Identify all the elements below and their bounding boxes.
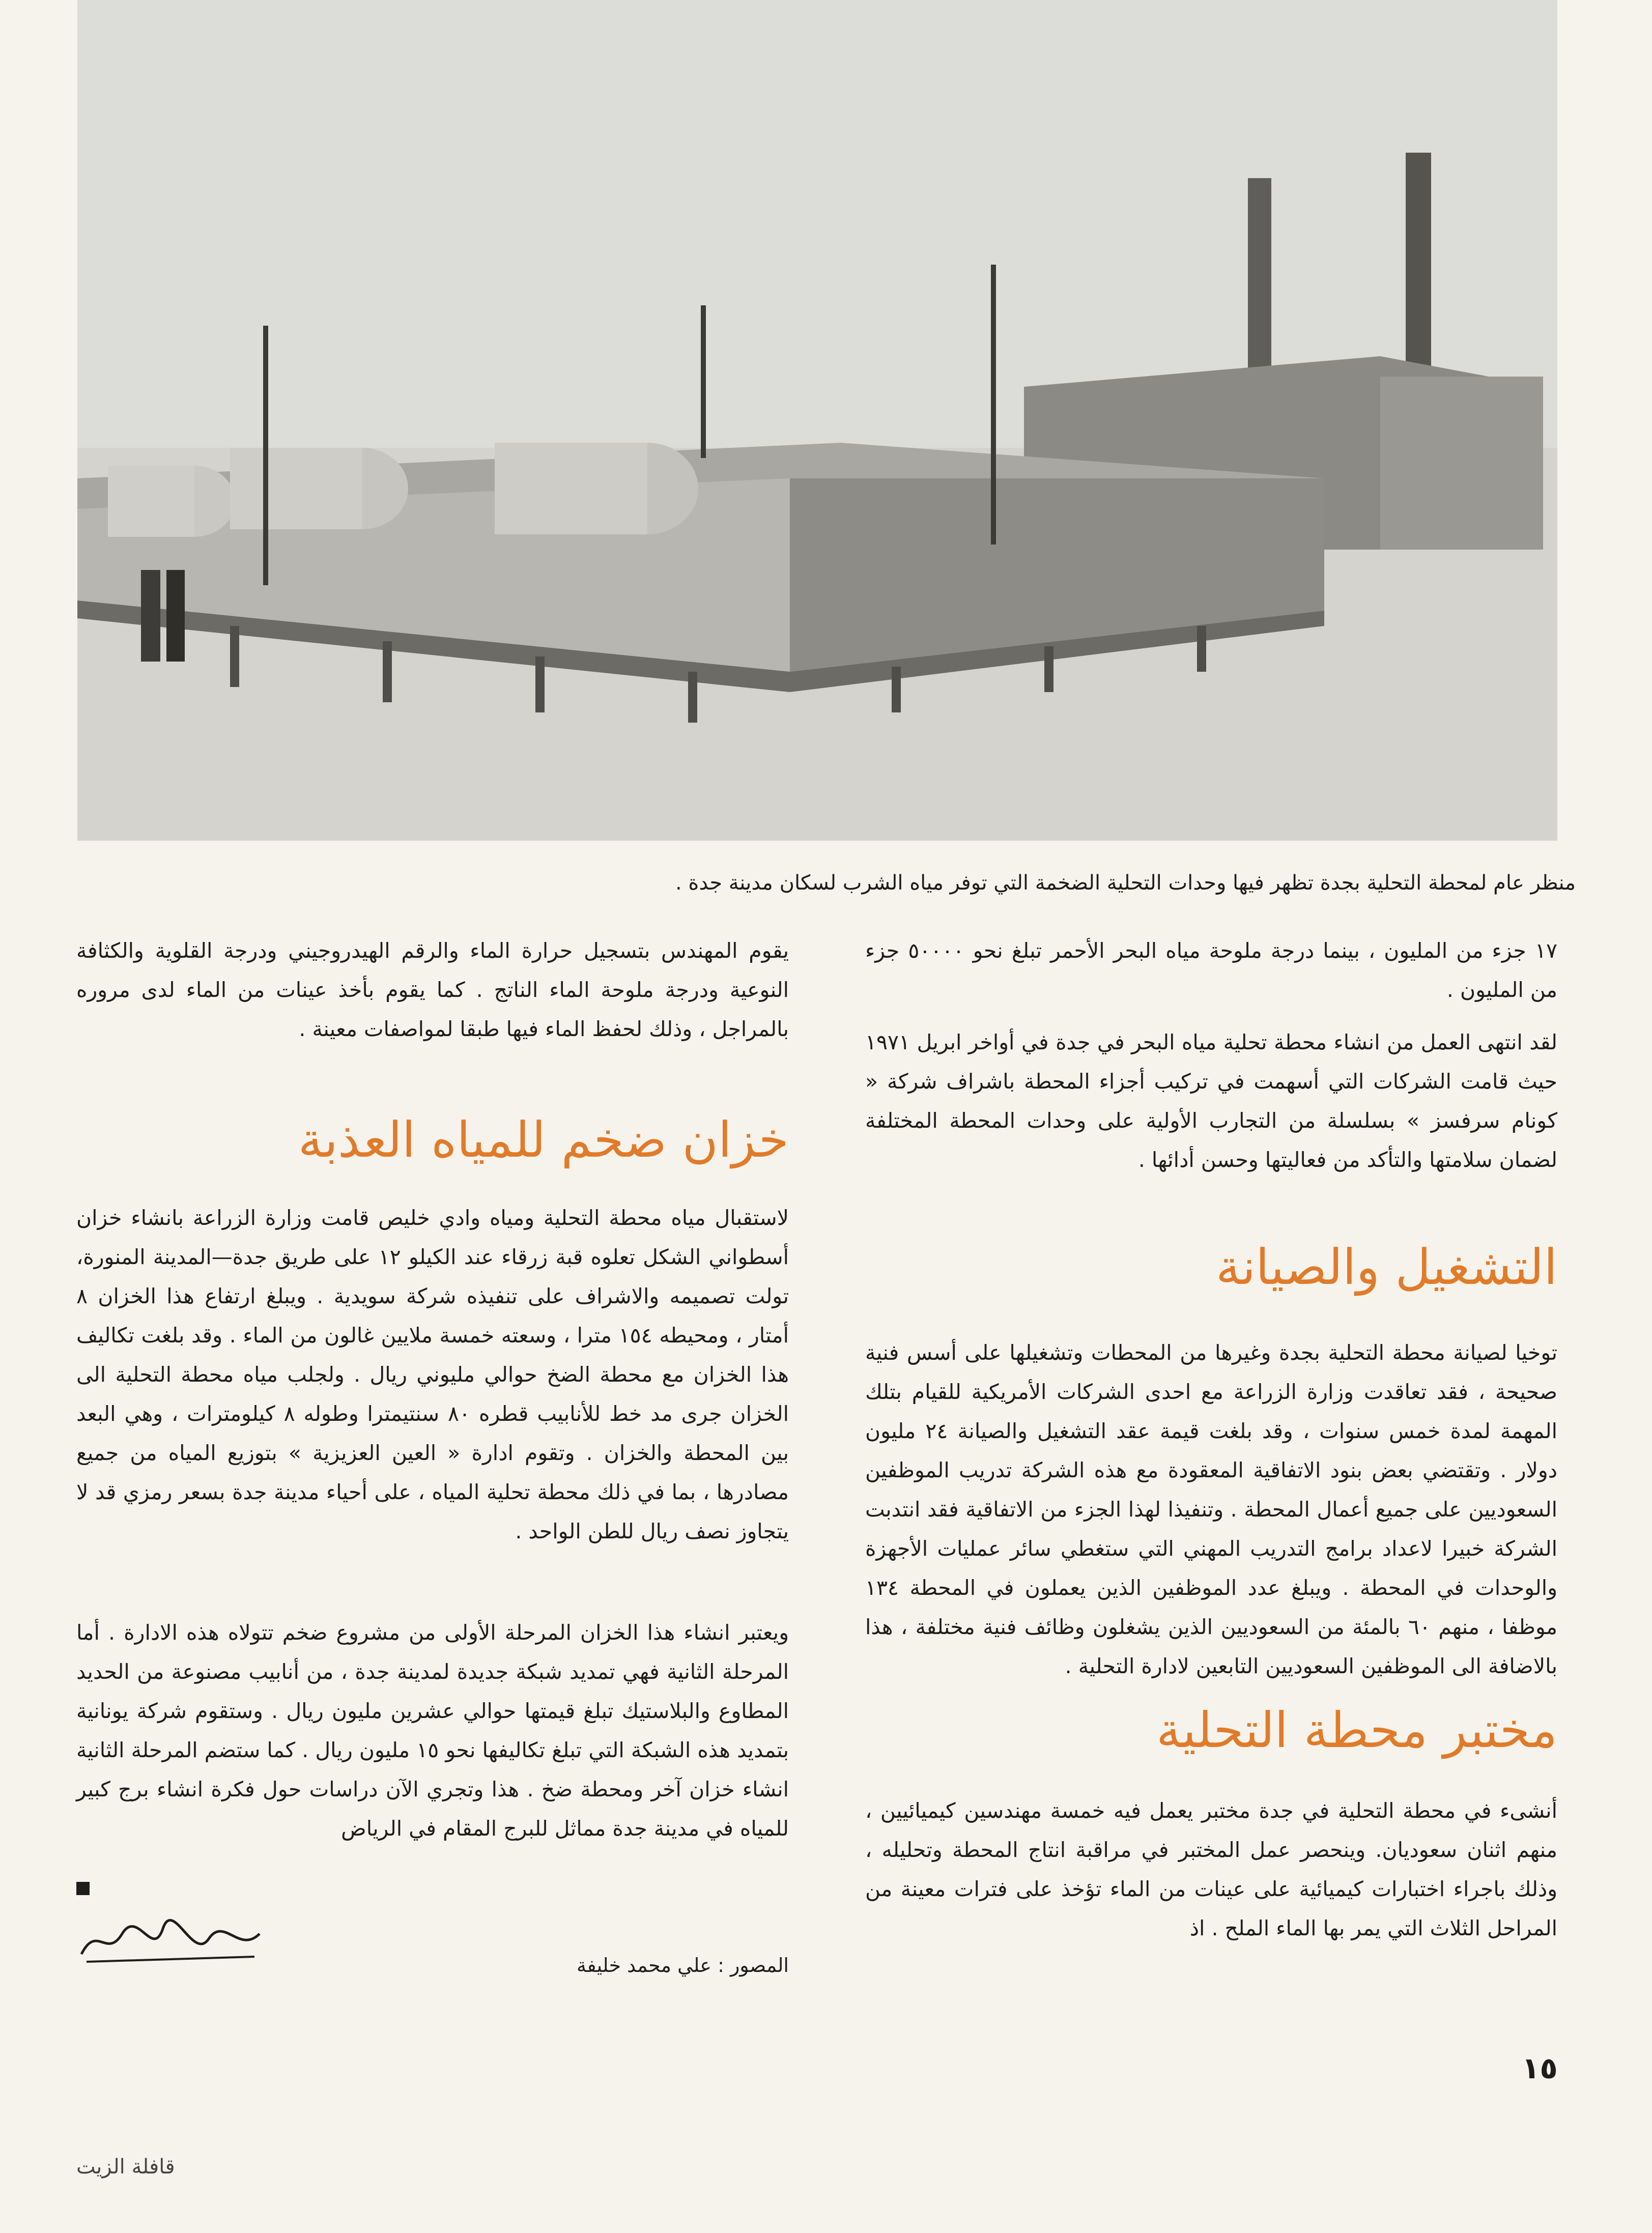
right-column-intro [865, 931, 1557, 1010]
paragraph: أنشىء في محطة التحلية في جدة مختبر يعمل فيه خمسة مهندسين كيميائيين ، منهم اثنان سعوديان. وينحصر عمل المختبر في مراقبة انتاج المحطة وتحليله ، وذلك باجراء اختبارات كيميائية على عينات من الماء تؤخذ على فترات معينة من المراحل الثلاث التي يمر بها الماء الملح . اذ [865, 1798, 1557, 1940]
left-column-tank-1 [76, 1198, 789, 1551]
plant-illustration [77, 0, 1557, 841]
photographer-credit: المصور : علي محمد خليفة [576, 1954, 789, 1977]
magazine-name: قافلة الزيت [76, 2155, 175, 2179]
photo-caption: منظر عام لمحطة التحلية بجدة تظهر فيها وحدات التحلية الضخمة التي توفر مياه الشرب لسكان مدينة جدة . [675, 871, 1576, 895]
artist-signature [76, 1913, 265, 1969]
right-column-completion [865, 1023, 1557, 1180]
page-number: ١٥ [1522, 2051, 1558, 2085]
right-column-lab [865, 1791, 1557, 1948]
left-column-tank-2 [76, 1613, 789, 1848]
paragraph: ١٧ جزء من المليون ، بينما درجة ملوحة مياه البحر الأحمر تبلغ نحو ٥٠٠٠٠ جزء من المليون . [865, 938, 1557, 1002]
desalination-plant-photo [77, 0, 1557, 841]
left-column-intro [76, 931, 789, 1049]
heading-tank: خزان ضخم للمياه العذبة [298, 1111, 789, 1168]
heading-operation: التشغيل والصيانة [1216, 1239, 1557, 1296]
paragraph: توخيا لصيانة محطة التحلية بجدة وغيرها من المحطات وتشغيلها على أسس فنية صحيحة ، فقد تعاقدت وزارة الزراعة مع احدى الشركات الأمريكية للقيام بتلك المهمة لمدة خمس سنوات ، وقد بلغت قيمة عقد التشغيل والصيانة ٢٤ مليون دولار . وتقتضي بعض بنود الاتفاقية المعقودة مع هذه الشركة تدريب الموظفين السعوديين على جميع أعمال المحطة . وتنفيذا لهذا الجزء من الاتفاقية فقد انتدبت الشركة خبيرا لاعداد برامج التدريب المهني التي ستغطي سائر عمليات الأجهزة والوحدات في المحطة . ويبلغ عدد الموظفين الذين يعملون في المحطة ١٣٤ موظفا ، منهم ٦٠ بالمئة من السعوديين الذين يشغلون وظائف فنية مختلفة ، هذا بالاضافة الى الموظفين السعوديين التابعين لادارة التحلية . [865, 1340, 1557, 1678]
paragraph: لقد انتهى العمل من انشاء محطة تحلية مياه البحر في جدة في أواخر ابريل ١٩٧١ حيث قامت الشركات التي أسهمت في تركيب أجزاء المحطة باشراف شركة « كونام سرفسز » بسلسلة من التجارب الأولية على وحدات المحطة المختلفة لضمان سلامتها والتأكد من فعاليتها وحسن أدائها . [865, 1030, 1557, 1172]
paragraph: ويعتبر انشاء هذا الخزان المرحلة الأولى من مشروع ضخم تتولاه هذه الادارة . أما المرحلة الثانية فهي تمديد شبكة جديدة لمدينة جدة ، من أنابيب مصنوعة من الحديد المطاوع والبلاستيك تبلغ قيمتها حوالي عشرين مليون ريال . وستقوم شركة يونانية بتمديد هذه الشبكة التي تبلغ تكاليفها نحو ١٥ مليون ريال . كما ستضم المرحلة الثانية انشاء خزان آخر ومحطة ضخ . هذا وتجري الآن دراسات حول فكرة انشاء برج كبير للمياه في مدينة جدة مماثل للبرج المقام في الرياض [76, 1620, 789, 1841]
heading-lab: مختبر محطة التحلية [1156, 1702, 1557, 1759]
paragraph: يقوم المهندس بتسجيل حرارة الماء والرقم الهيدروجيني ودرجة القلوية والكثافة النوعية ودرجة ملوحة الماء الناتج . كما يقوم بأخذ عينات من الماء لدى مروره بالمراجل ، وذلك لحفظ الماء فيها طبقا لمواصفات معينة . [76, 938, 789, 1041]
right-column-operation [865, 1333, 1557, 1686]
paragraph: لاستقبال مياه محطة التحلية ومياه وادي خليص قامت وزارة الزراعة بانشاء خزان أسطواني الشكل تعلوه قبة زرقاء عند الكيلو ١٢ على طريق جدة—المدينة المنورة، تولت تصميمه والاشراف على تنفيذه شركة سويدية . ويبلغ ارتفاع هذا الخزان ٨ أمتار ، ومحيطه ١٥٤ مترا ، وسعته خمسة ملايين غالون من الماء . وقد بلغت تكاليف هذا الخزان مع محطة الضخ حوالي مليوني ريال . ولجلب مياه محطة التحلية الى الخزان جرى مد خط للأنابيب قطره ٨٠ سنتيمترا وطوله ٨ كيلومترات ، وهي البعد بين المحطة والخزان . وتقوم ادارة « العين العزيزية » بتوزيع المياه من جميع مصادرها ، بما في ذلك محطة تحلية المياه ، على أحياء مدينة جدة بسعر رمزي قد لا يتجاوز نصف ريال للطن الواحد . [76, 1206, 789, 1543]
end-of-article-square [76, 1882, 90, 1895]
